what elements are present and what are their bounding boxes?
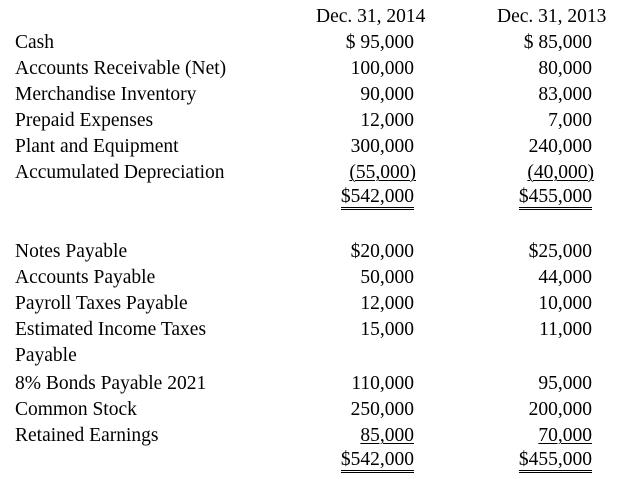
liab-2014-notes: $20,000	[350, 241, 414, 262]
liab-label-payroll: Payroll Taxes Payable	[15, 293, 188, 314]
liab-2013-bonds: 95,000	[538, 373, 592, 394]
asset-2014-receivables: 100,000	[350, 58, 414, 79]
liab-label-bonds: 8% Bonds Payable 2021	[15, 373, 207, 394]
liab-label-notes: Notes Payable	[15, 241, 128, 262]
liab-2013-notes: $25,000	[528, 241, 592, 262]
asset-label-prepaid: Prepaid Expenses	[15, 110, 154, 131]
liab-label-retained: Retained Earnings	[15, 425, 159, 446]
liab-2013-payroll: 10,000	[538, 293, 592, 314]
liab-label-common-stock: Common Stock	[15, 399, 137, 420]
asset-label-receivables: Accounts Receivable (Net)	[15, 58, 227, 79]
liab-label-income-taxes: Estimated Income Taxes	[15, 319, 207, 340]
asset-2014-plant: 300,000	[350, 136, 414, 157]
liabilities-total-2014: $542,000	[341, 450, 414, 473]
liabilities-total-2013: $455,000	[519, 450, 592, 473]
asset-2013-inventory: 83,000	[538, 84, 592, 105]
asset-2014-cash: $ 95,000	[345, 32, 414, 53]
liab-2014-retained: 85,000	[360, 425, 414, 446]
asset-2014-inventory: 90,000	[360, 84, 414, 105]
asset-2014-depreciation: (55,000)	[349, 162, 416, 183]
liab-2014-accounts-payable: 50,000	[360, 267, 414, 288]
asset-2013-cash: $ 85,000	[523, 32, 592, 53]
liab-label-income-taxes-cont: Payable	[15, 345, 77, 366]
asset-label-plant: Plant and Equipment	[15, 136, 179, 157]
asset-2014-prepaid: 12,000	[360, 110, 414, 131]
liab-2014-common-stock: 250,000	[350, 399, 414, 420]
asset-label-cash: Cash	[15, 32, 54, 53]
header-2013: Dec. 31, 2013	[497, 6, 607, 27]
liab-2013-income-taxes: 11,000	[539, 319, 592, 340]
header-2014: Dec. 31, 2014	[316, 6, 426, 27]
liab-2014-income-taxes: 15,000	[360, 319, 414, 340]
assets-total-2013: $455,000	[519, 187, 592, 210]
asset-2013-receivables: 80,000	[538, 58, 592, 79]
asset-2013-prepaid: 7,000	[548, 110, 592, 131]
liab-2013-accounts-payable: 44,000	[538, 267, 592, 288]
asset-2013-plant: 240,000	[528, 136, 592, 157]
asset-label-depreciation: Accumulated Depreciation	[15, 162, 225, 183]
asset-2013-depreciation: (40,000)	[527, 162, 594, 183]
liab-2014-payroll: 12,000	[360, 293, 414, 314]
liab-2014-bonds: 110,000	[351, 373, 414, 394]
liab-label-accounts-payable: Accounts Payable	[15, 267, 156, 288]
assets-total-2014: $542,000	[341, 187, 414, 210]
liab-2013-common-stock: 200,000	[528, 399, 592, 420]
asset-label-inventory: Merchandise Inventory	[15, 84, 197, 105]
liab-2013-retained: 70,000	[538, 425, 592, 446]
